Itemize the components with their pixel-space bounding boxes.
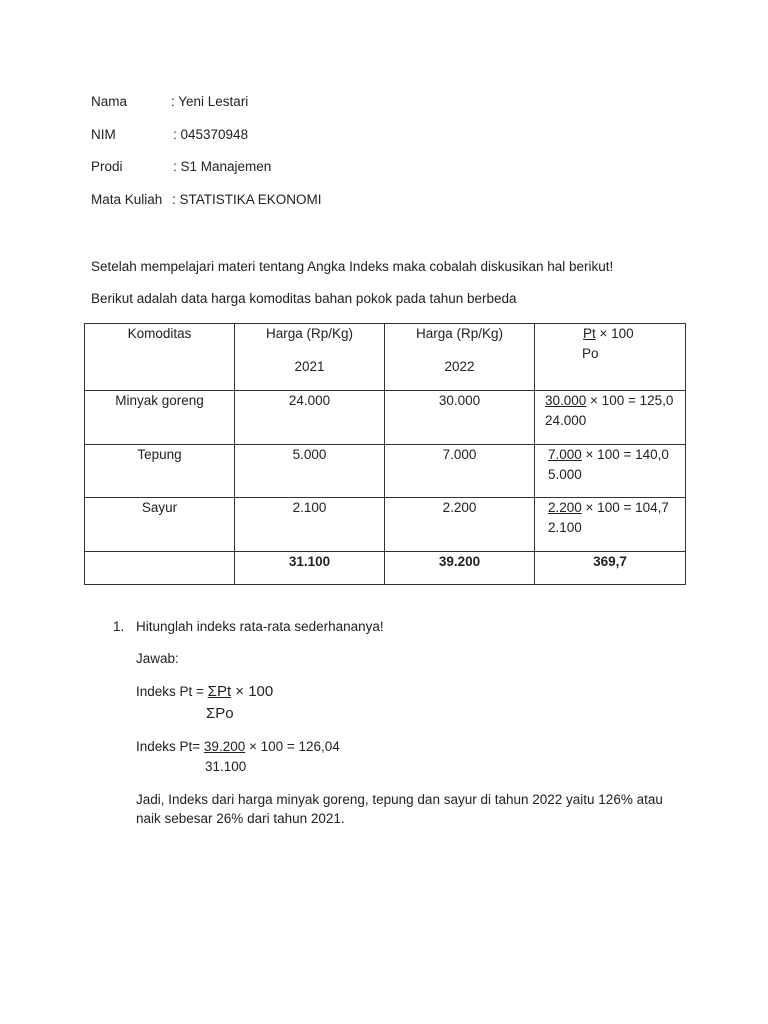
calc-denominator: 31.100 xyxy=(205,759,247,774)
row-index-calc: 30.000 × 100 = 125,0 24.000 xyxy=(535,391,686,445)
commodity-price-table xyxy=(84,323,686,585)
total-price-2021: 31.100 xyxy=(288,554,331,569)
row-price-2022: 7.000 xyxy=(442,447,477,462)
prodi-value: : S1 Manajemen xyxy=(173,159,272,174)
formula-sum-po: ΣPo xyxy=(206,705,234,722)
header-harga-2021: Harga (Rp/Kg) 2021 xyxy=(235,324,385,391)
formula-sum-pt: ΣPt xyxy=(207,683,232,700)
mata-kuliah-value: : STATISTIKA EKONOMI xyxy=(172,192,322,207)
conclusion-line-1: Jadi, Indeks dari harga minyak goreng, tepung dan sayur di tahun 2022 yaitu 126% atau xyxy=(136,792,663,807)
table-header-row xyxy=(85,324,686,391)
row-index-calc: 2.200 × 100 = 104,7 2.100 xyxy=(535,498,686,552)
nama-value: : Yeni Lestari xyxy=(171,94,249,109)
row-commodity-name: Minyak goreng xyxy=(115,393,204,408)
nama-label: Nama xyxy=(91,94,128,109)
table-row xyxy=(85,391,686,445)
row-commodity-name: Sayur xyxy=(141,500,178,515)
table-totals-row xyxy=(85,552,686,585)
question-number: 1. xyxy=(113,619,125,634)
row-price-2021: 24.000 xyxy=(288,393,331,408)
row-commodity-name: Tepung xyxy=(137,447,182,462)
index-formula: Indeks Pt = ΣPt × 100 xyxy=(136,683,274,700)
row-price-2021: 2.100 xyxy=(292,500,327,515)
index-calculation: Indeks Pt= 39.200 × 100 = 126,04 xyxy=(136,739,340,754)
header-harga-2022: Harga (Rp/Kg) 2022 xyxy=(385,324,535,391)
prodi-label: Prodi xyxy=(91,159,123,174)
calc-numerator: 39.200 xyxy=(203,739,246,754)
formula-denominator: Po xyxy=(582,346,599,361)
table-row xyxy=(85,498,686,552)
question-text: Hitunglah indeks rata-rata sederhananya! xyxy=(136,619,384,634)
nim-value: : 045370948 xyxy=(173,127,249,142)
total-index: 369,7 xyxy=(593,554,627,569)
header-index-formula: Pt × 100 Po xyxy=(535,324,686,391)
totals-label xyxy=(85,552,234,553)
nim-label: NIM xyxy=(91,127,116,142)
conclusion-line-2: naik sebesar 26% dari tahun 2021. xyxy=(136,811,345,826)
table-row xyxy=(85,445,686,498)
intro-data-description: Berikut adalah data harga komoditas bahan pokok pada tahun berbeda xyxy=(91,291,517,306)
mata-kuliah-label: Mata Kuliah xyxy=(91,192,163,207)
formula-numerator: Pt xyxy=(583,326,596,341)
row-price-2022: 30.000 xyxy=(438,393,481,408)
row-index-calc: 7.000 × 100 = 140,0 5.000 xyxy=(535,445,686,498)
row-price-2021: 5.000 xyxy=(292,447,327,462)
header-komoditas: Komoditas xyxy=(85,324,235,391)
answer-label: Jawab: xyxy=(136,651,179,666)
header-year-2021: 2021 xyxy=(294,359,325,374)
total-price-2022: 39.200 xyxy=(438,554,481,569)
header-year-2022: 2022 xyxy=(444,359,475,374)
intro-instruction: Setelah mempelajari materi tentang Angka Indeks maka cobalah diskusikan hal berikut! xyxy=(91,259,614,274)
row-price-2022: 2.200 xyxy=(442,500,477,515)
